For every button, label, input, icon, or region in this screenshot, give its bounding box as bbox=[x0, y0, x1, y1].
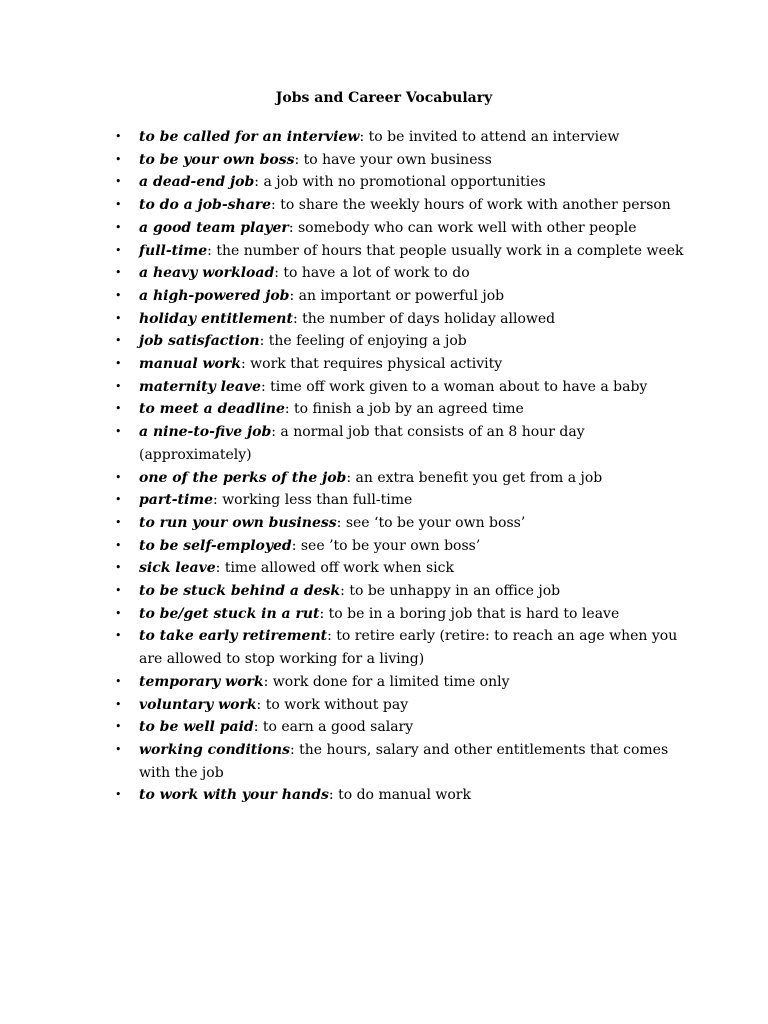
vocab-term: voluntary work bbox=[139, 696, 257, 713]
list-item bbox=[110, 398, 690, 421]
vocab-definition: to have your own business bbox=[303, 151, 492, 168]
vocab-definition: the feeling of enjoying a job bbox=[268, 333, 467, 350]
bullet-icon: • bbox=[115, 697, 122, 711]
list-item bbox=[110, 580, 690, 603]
bullet-icon: • bbox=[115, 561, 122, 575]
vocab-definition: the hours, salary and other entitlements that comes with the job bbox=[139, 741, 669, 781]
list-item bbox=[110, 262, 690, 285]
vocab-definition: to be invited to attend an interview bbox=[368, 129, 620, 145]
term-separator: : bbox=[253, 719, 263, 736]
list-item bbox=[110, 421, 690, 466]
vocab-term: a dead-end job bbox=[139, 174, 255, 191]
vocab-definition: working less than full-time bbox=[222, 492, 413, 509]
page-title: Jobs and Career Vocabulary bbox=[275, 90, 493, 106]
list-item bbox=[110, 194, 690, 217]
term-separator: : bbox=[284, 401, 295, 418]
term-separator: : bbox=[215, 560, 225, 577]
list-item bbox=[110, 716, 690, 739]
vocab-definition: to be unhappy in an office job bbox=[349, 583, 561, 600]
bullet-icon: • bbox=[115, 311, 122, 325]
vocab-term: to be well paid bbox=[139, 719, 254, 736]
bullet-icon: • bbox=[115, 425, 122, 439]
vocab-definition: to earn a good salary bbox=[262, 719, 414, 736]
vocab-definition: a normal job that consists of an 8 hour day (approximately) bbox=[139, 424, 585, 463]
term-separator: : bbox=[340, 583, 350, 600]
bullet-icon: • bbox=[115, 379, 122, 393]
list-item bbox=[110, 739, 690, 784]
term-separator: : bbox=[346, 469, 356, 486]
term-separator: : bbox=[319, 605, 329, 622]
list-item bbox=[110, 694, 690, 717]
list-item bbox=[110, 376, 690, 399]
list-item bbox=[110, 535, 690, 558]
bullet-icon: • bbox=[115, 357, 122, 371]
bullet-icon: • bbox=[115, 606, 122, 620]
bullet-icon: • bbox=[115, 720, 122, 734]
vocab-definition: to share the weekly hours of work with another person bbox=[280, 197, 671, 214]
term-separator: : bbox=[294, 151, 304, 168]
list-item bbox=[110, 557, 690, 580]
list-item bbox=[110, 671, 690, 694]
vocab-term: job satisfaction bbox=[139, 333, 260, 350]
list-item bbox=[110, 171, 690, 194]
vocab-definition: see ’to be your own boss’ bbox=[300, 537, 481, 554]
bullet-icon: • bbox=[115, 493, 122, 507]
vocab-term: to be your own boss bbox=[139, 151, 295, 168]
term-separator: : bbox=[289, 287, 299, 304]
term-separator: : bbox=[240, 356, 251, 373]
vocab-definition: to work without pay bbox=[265, 696, 409, 713]
term-separator: : bbox=[289, 741, 300, 758]
vocab-term: to take early retirement bbox=[139, 628, 328, 645]
bullet-icon: • bbox=[115, 288, 122, 302]
vocab-definition: time allowed off work when sick bbox=[224, 560, 454, 577]
vocab-term: working conditions bbox=[139, 741, 290, 758]
list-item bbox=[110, 784, 690, 807]
term-separator: : bbox=[291, 537, 301, 554]
list-item bbox=[110, 285, 690, 308]
term-separator: : bbox=[288, 219, 298, 236]
list-item bbox=[110, 625, 690, 670]
vocab-term: one of the perks of the job bbox=[139, 469, 347, 486]
vocab-term: maternity leave bbox=[139, 378, 261, 395]
vocab-definition: to finish a job by an agreed time bbox=[294, 401, 524, 418]
list-item bbox=[110, 308, 690, 331]
list-item bbox=[110, 217, 690, 240]
bullet-icon: • bbox=[115, 175, 122, 189]
list-item bbox=[110, 353, 690, 376]
vocab-definition: work that requires physical activity bbox=[250, 356, 503, 373]
term-separator: : bbox=[327, 628, 337, 645]
bullet-icon: • bbox=[115, 629, 122, 643]
term-separator: : bbox=[336, 514, 346, 531]
list-item bbox=[110, 512, 690, 535]
list-item bbox=[110, 467, 690, 490]
term-separator: : bbox=[271, 424, 281, 441]
vocab-definition: a job with no promotional opportunities bbox=[263, 174, 546, 191]
term-separator: : bbox=[213, 492, 223, 509]
vocab-term: a good team player bbox=[139, 219, 289, 236]
vocab-definition: work done for a limited time only bbox=[272, 673, 510, 690]
term-separator: : bbox=[274, 265, 284, 282]
vocab-definition: an important or powerful job bbox=[298, 287, 505, 304]
vocab-term: temporary work bbox=[139, 673, 264, 690]
term-separator: : bbox=[259, 333, 269, 350]
list-item bbox=[110, 126, 690, 149]
bullet-icon: • bbox=[115, 243, 122, 257]
vocab-definition: see ‘to be your own boss’ bbox=[345, 514, 526, 531]
vocab-term: full-time bbox=[139, 242, 208, 259]
bullet-icon: • bbox=[115, 402, 122, 416]
vocab-definition: the number of days holiday allowed bbox=[302, 310, 556, 327]
vocab-term: to be called for an interview bbox=[139, 129, 360, 145]
vocab-definition: the number of hours that people usually work in a complete week bbox=[216, 242, 684, 259]
vocab-term: a heavy workload bbox=[139, 265, 275, 282]
vocab-term: to work with your hands bbox=[139, 787, 329, 804]
list-item bbox=[110, 330, 690, 353]
term-separator: : bbox=[254, 174, 264, 191]
term-separator: : bbox=[292, 310, 303, 327]
bullet-icon: • bbox=[115, 470, 122, 484]
vocab-term: part-time bbox=[139, 492, 214, 509]
vocab-definition: somebody who can work well with other people bbox=[297, 219, 637, 236]
vocab-definition: to have a lot of work to do bbox=[283, 265, 470, 282]
term-separator: : bbox=[260, 378, 271, 395]
vocab-term: a high-powered job bbox=[139, 287, 290, 304]
vocab-definition: an extra benefit you get from a job bbox=[355, 469, 603, 486]
vocab-definition: time off work given to a woman about to have a baby bbox=[270, 378, 648, 395]
vocab-term: to be stuck behind a desk bbox=[139, 583, 341, 600]
bullet-icon: • bbox=[115, 788, 122, 802]
term-separator: : bbox=[256, 696, 266, 713]
list-item bbox=[110, 149, 690, 172]
vocab-definition: to be in a boring job that is hard to leave bbox=[328, 605, 620, 622]
bullet-icon: • bbox=[115, 334, 122, 348]
bullet-icon: • bbox=[115, 130, 122, 143]
term-separator: : bbox=[263, 673, 273, 690]
bullet-icon: • bbox=[115, 742, 122, 756]
vocab-term: a nine-to-five job bbox=[139, 424, 272, 441]
vocab-definition: to retire early (retire: to reach an age when you are allowed to stop working for a living) bbox=[139, 628, 678, 668]
vocab-term: sick leave bbox=[139, 560, 216, 577]
vocab-term: to run your own business bbox=[139, 514, 337, 531]
bullet-icon: • bbox=[115, 198, 122, 212]
bullet-icon: • bbox=[115, 220, 122, 234]
term-separator: : bbox=[328, 787, 339, 804]
list-item bbox=[110, 489, 690, 512]
bullet-icon: • bbox=[115, 266, 122, 280]
bullet-icon: • bbox=[115, 152, 122, 166]
vocab-term: holiday entitlement bbox=[139, 310, 293, 327]
term-separator: : bbox=[207, 242, 217, 259]
bullet-icon: • bbox=[115, 584, 122, 598]
vocab-term: to do a job-share bbox=[139, 197, 272, 214]
vocab-term: manual work bbox=[139, 356, 241, 373]
vocabulary-list bbox=[110, 126, 690, 807]
bullet-icon: • bbox=[115, 515, 122, 529]
term-separator: : bbox=[359, 129, 369, 145]
bullet-icon: • bbox=[115, 538, 122, 552]
list-item bbox=[110, 603, 690, 626]
list-item bbox=[110, 240, 690, 263]
vocab-term: to be self-employed bbox=[139, 537, 292, 554]
term-separator: : bbox=[271, 197, 281, 214]
bullet-icon: • bbox=[115, 674, 122, 688]
vocab-term: to meet a deadline bbox=[139, 401, 285, 418]
vocab-definition: to do manual work bbox=[338, 787, 471, 804]
vocab-term: to be/get stuck in a rut bbox=[139, 605, 320, 622]
